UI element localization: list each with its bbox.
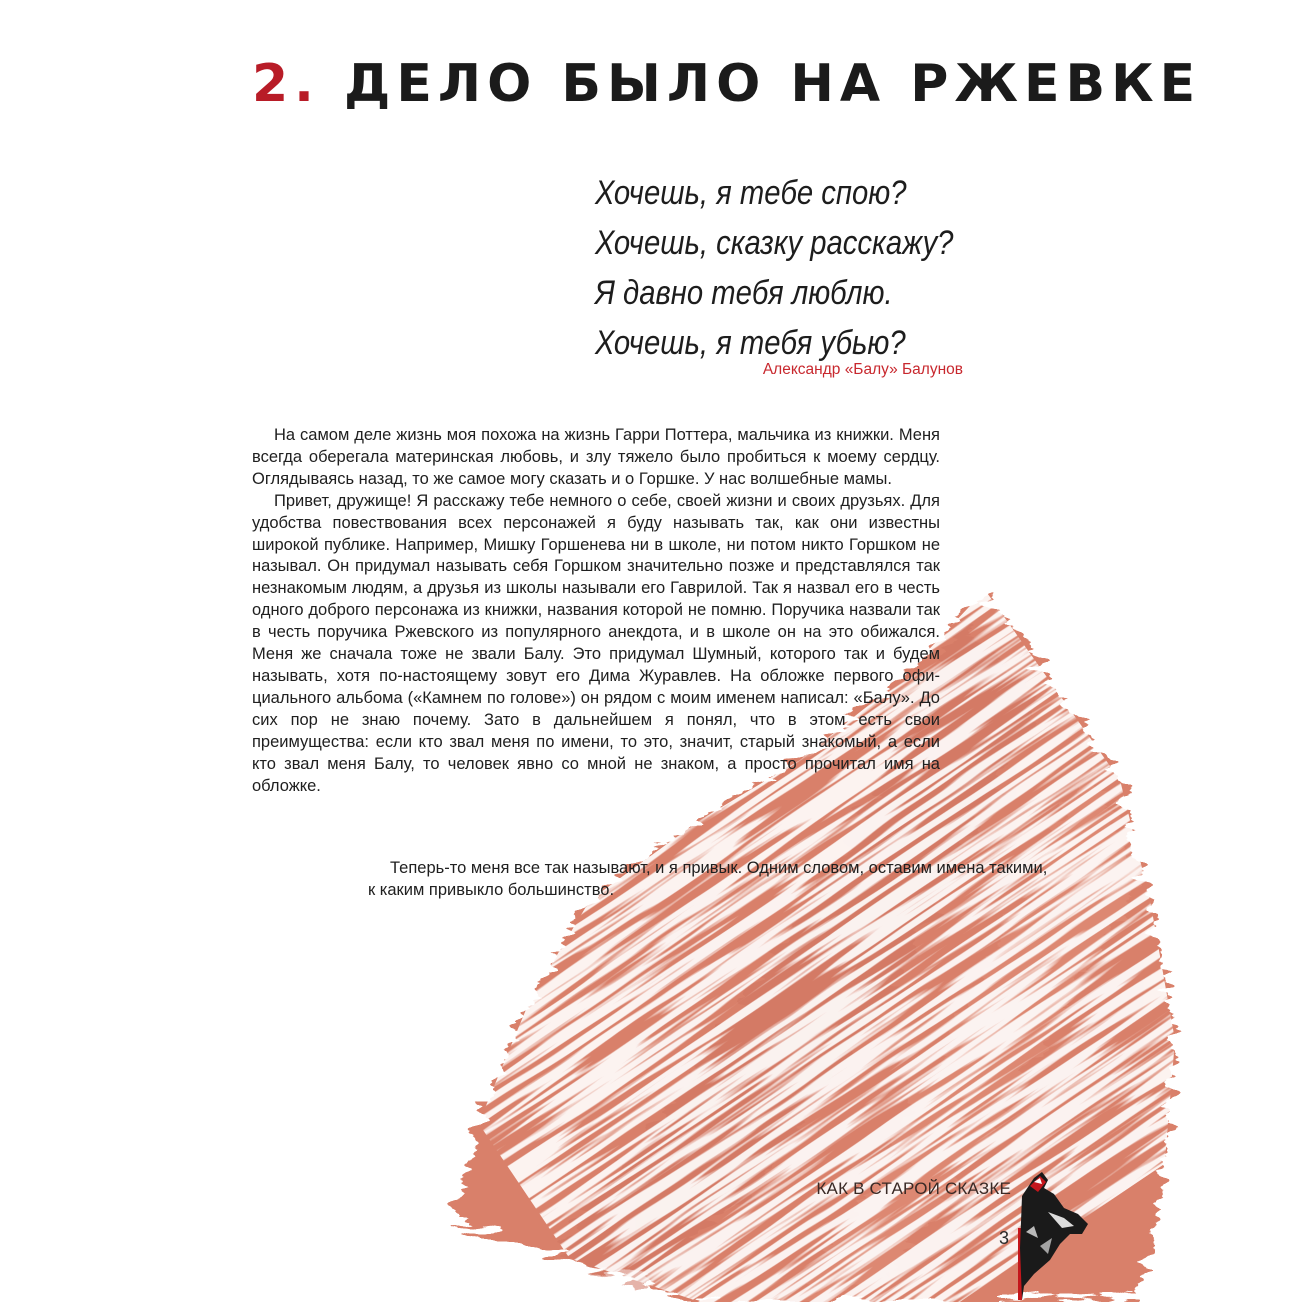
epigraph-line: Хочешь, я тебе спою? — [595, 174, 907, 212]
chapter-number: 2. — [252, 54, 320, 114]
epigraph — [595, 168, 975, 368]
body-text — [252, 425, 940, 797]
epigraph-line: Я давно тебя люблю. — [595, 274, 893, 312]
paragraph: Привет, дружище! Я расскажу тебе немного о себе, своей жизни и своих друзьях. Для удобства повествования всех персонажей я буду называть так, как они известны широкой публике. Например, Мишку Горшенева ни в школе, ни потом никто Горшком не называл. Он придумал называть себя Горшком значительно позже и представлялся так незнакомым людям, а друзья из школы называли его Гаврилой. Так я назвал его в честь одного доброго персонажа из книжки, названия которой не помню. Поручика назвали так в честь поручика Ржевского из популярного анекдота, и в школе он на это обижался. Меня же сначала тоже не звали Балу. Это придумал Шумный, которого так и будем называть, хотя по-настоящему зовут его Дима Журавлев. На обложке первого официального альбома («Камнем по голове») он рядом с моим именем написал: «Балу». До сих пор не знаю почему. Зато в дальнейшем я понял, что в этом есть свои преимущества: если кто звал меня по имени, то это, значит, старый знакомый, а если кто звал меня Балу, то человек явно со мной не знаком, а просто прочитал имя на обложке. — [252, 491, 940, 795]
epigraph-line: Хочешь, сказку расскажу? — [595, 224, 954, 262]
closing-text — [368, 858, 1056, 902]
chapter-title-text: ДЕЛО БЫЛО НА РЖЕВКЕ — [344, 54, 1202, 114]
epigraph-line: Хочешь, я тебя убью? — [595, 324, 906, 362]
epigraph-author: Александр «Балу» Балунов — [762, 361, 963, 378]
jester-silhouette-icon — [1004, 1168, 1090, 1300]
page-number: 3 — [999, 1228, 1010, 1248]
paragraph: На самом деле жизнь моя похожа на жизнь Гарри Поттера, мальчика из книжки. Меня всегда оберегала материнская любовь, и злу тяжело было пробиться к моему сердцу. Оглядываясь назад, то же самое могу сказать и о Горшке. У нас волшебные мамы. — [252, 426, 940, 488]
chapter-title — [252, 52, 1201, 116]
running-title: КАК В СТАРОЙ СКАЗКЕ — [816, 1179, 1011, 1198]
paragraph: Теперь-то меня все так называют, и я привык. Одним словом, оставим имена такими, к каким привыкло большинство. — [368, 859, 1048, 899]
